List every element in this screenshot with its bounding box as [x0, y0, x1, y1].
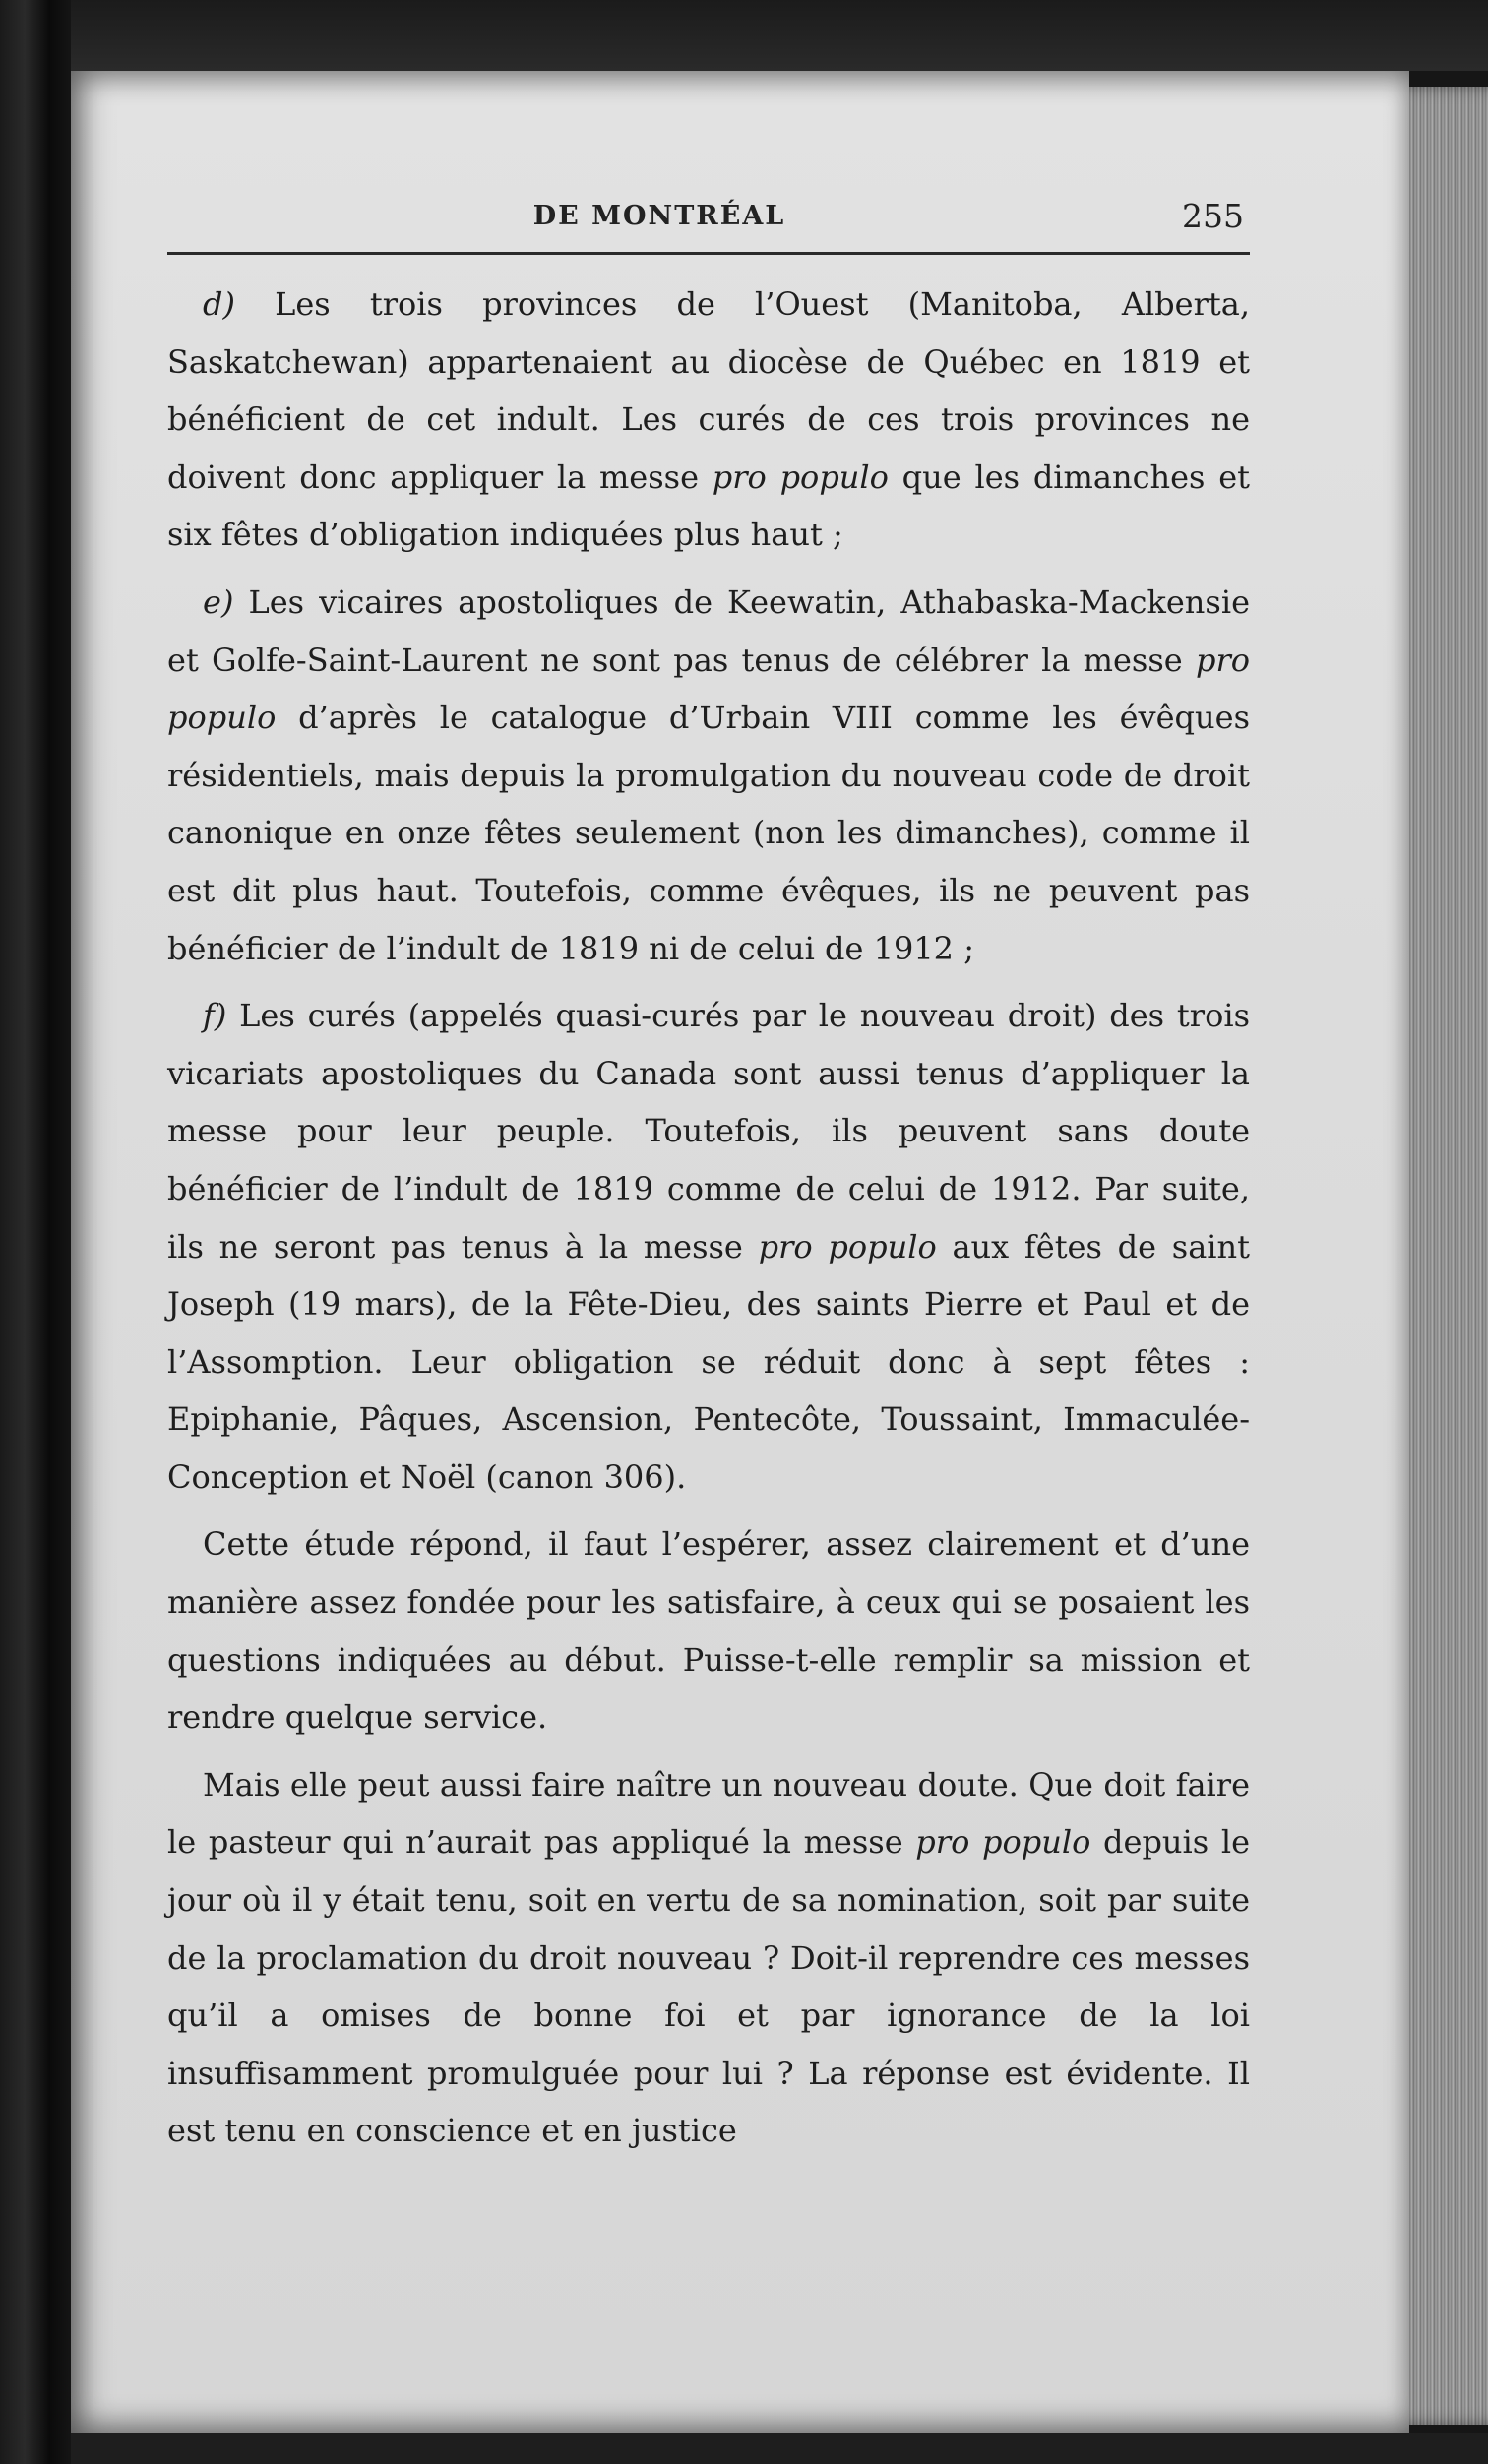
paragraph-marker: e)	[203, 583, 234, 621]
text-run: que les dimanches et six fêtes d’obligation indiquées plus haut ;	[167, 458, 1251, 554]
text-run: Mais elle peut aussi faire naître un nouveau doute. Que doit faire le pasteur qui n’aurait pas appliqué la messe	[167, 1765, 1250, 1862]
running-head	[167, 189, 1250, 248]
running-title: DE MONTRÉAL	[532, 201, 786, 231]
paragraph-marker: f)	[203, 997, 227, 1035]
book-page	[71, 71, 1409, 2433]
scan-bottom-border	[71, 2433, 1488, 2464]
header-rule	[167, 252, 1250, 255]
text-run: d’après le catalogue d’Urbain VIII comme les évêques résidentiels, mais depuis la promulgation du nouveau code de droit canonique en onze fêtes seulement (non les dimanches), comme il est dit plus haut. Toutefois, comme évêques, ils ne peuvent pas bénéficier de l’indult de 1819 ni de celui de 1912 ;	[167, 699, 1250, 967]
paragraph	[167, 987, 1250, 1506]
paragraph	[167, 574, 1250, 977]
italic-phrase: pro populo	[758, 1227, 937, 1265]
paragraph-marker: d)	[203, 285, 235, 323]
book-binding	[0, 0, 71, 2464]
page-body	[167, 276, 1250, 2170]
italic-phrase: pro populo	[915, 1823, 1091, 1862]
paragraph	[167, 276, 1250, 564]
paragraph	[167, 1756, 1250, 2160]
text-run: Cette étude répond, il faut l’espérer, assez clairement et d’une manière assez fondée pour les satisfaire, à ceux qui se posaient les questions indiquées au début. Puisse-t-elle remplir sa mission et rendre quelque service.	[167, 1525, 1250, 1737]
paragraph	[167, 1515, 1250, 1746]
text-run: Les vicaires apostoliques de Keewatin, Athabaska-Mackensie et Golfe-Saint-Laurent ne sont pas tenus de célébrer la messe	[167, 583, 1250, 679]
text-run: aux fêtes de saint Joseph (19 mars), de la Fête-Dieu, des saints Pierre et Paul et de l’Assomption. Leur obligation se réduit donc à sept fêtes : Epiphanie, Pâques, Ascension, Pentecôte, Toussaint, Immaculée-Conception et Noël (canon 306).	[167, 1227, 1250, 1496]
italic-phrase: pro populo	[167, 641, 1250, 737]
text-run: Les curés (appelés quasi-curés par le nouveau droit) des trois vicariats apostoliques du Canada sont aussi tenus d’appliquer la messe pour leur peuple. Toutefois, ils peuvent sans doute bénéficier de l’indult de 1819 comme de celui de 1912. Par suite, ils ne seront pas tenus à la messe	[167, 997, 1250, 1265]
text-run: Les trois provinces de l’Ouest (Manitoba, Alberta, Saskatchewan) appartenaient au diocèse de Québec en 1819 et bénéficient de cet indult. Les curés de ces trois provinces ne doivent donc appliquer la messe	[167, 285, 1250, 496]
scan-top-border	[71, 0, 1488, 71]
page-number: 255	[1182, 197, 1244, 235]
italic-phrase: pro populo	[712, 458, 889, 496]
text-run: depuis le jour où il y était tenu, soit en vertu de sa nomination, soit par suite de la proclamation du droit nouveau ? Doit-il reprendre ces messes qu’il a omises de bonne foi et par ignorance de la loi insuffisamment promulguée pour lui ? La réponse est évidente. Il est tenu en conscience et en justice	[167, 1823, 1251, 2150]
